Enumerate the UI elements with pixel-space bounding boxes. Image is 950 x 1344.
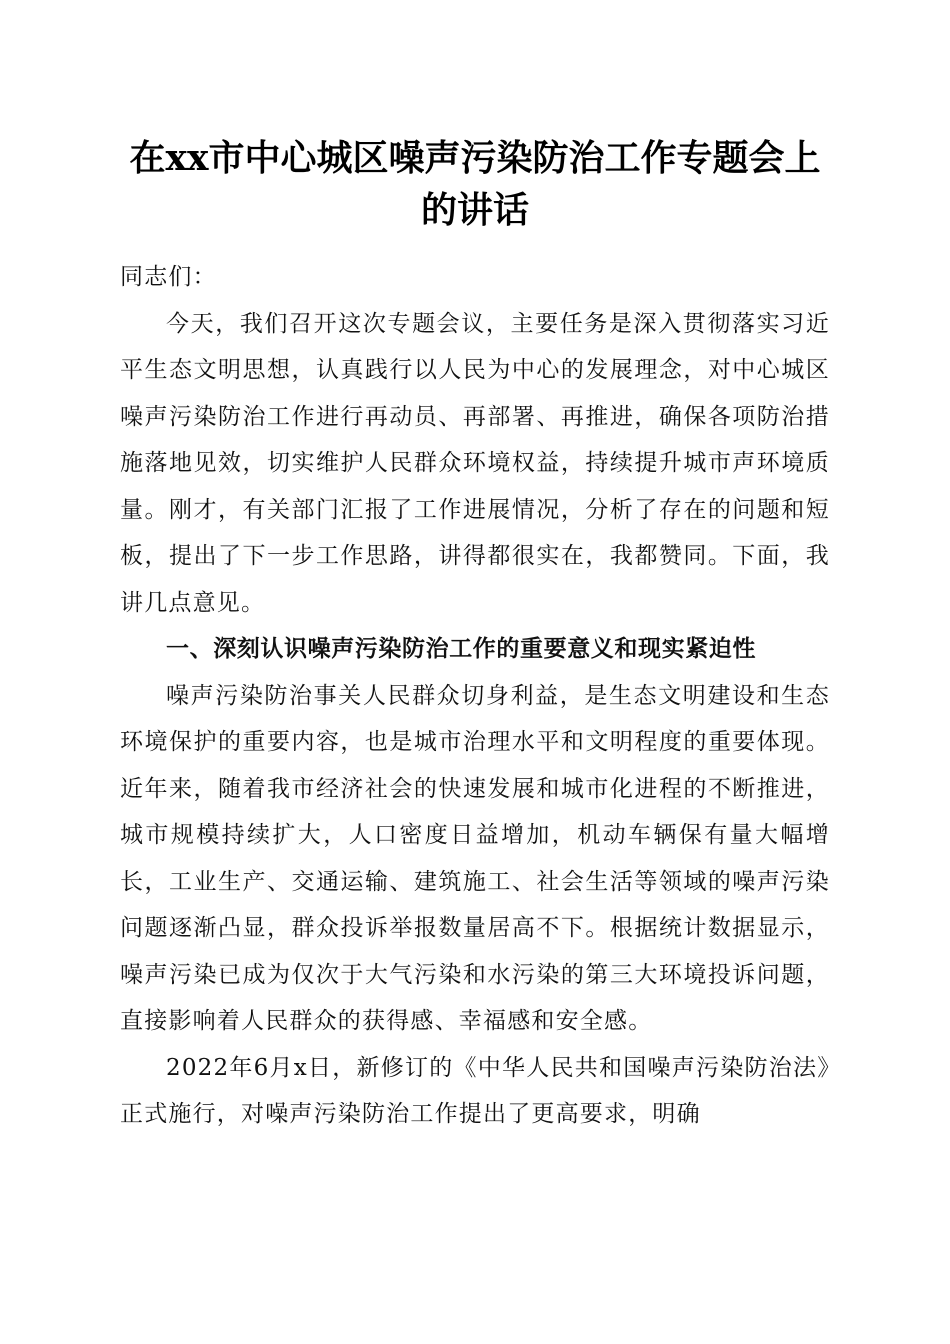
opening-paragraph: 今天，我们召开这次专题会议，主要任务是深入贯彻落实习近平生态文明思想，认真践行以人民为中心的发展理念，对中心城区噪声污染防治工作进行再动员、再部署、再推进，确保各项防治措施落地见效，切实维护人民群众环境权益，持续提升城市声环境质量。刚才，有关部门汇报了工作进展情况，分析了存在的问题和短板，提出了下一步工作思路，讲得都很实在，我都赞同。下面，我讲几点意见。 [120, 310, 830, 616]
section-paragraph: 噪声污染防治事关人民群众切身利益，是生态文明建设和生态环境保护的重要内容，也是城市治理水平和文明程度的重要体现。近年来，随着我市经济社会的快速发展和城市化进程的不断推进，城市规模持续扩大，人口密度日益增加，机动车辆保有量大幅增长，工业生产、交通运输、建筑施工、社会生活等领域的噪声污染问题逐渐凸显，群众投诉举报数量居高不下。根据统计数据显示，噪声污染已成为仅次于大气污染和水污染的第三大环境投诉问题，直接影响着人民群众的获得感、幸福感和安全感。 [120, 682, 830, 1034]
document-body [120, 254, 830, 1138]
salutation: 同志们： [120, 264, 217, 290]
section-heading: 一、深刻认识噪声污染防治工作的重要意义和现实紧迫性 [166, 636, 756, 662]
document-title: 在xx市中心城区噪声污染防治工作专题会上的讲话 [129, 137, 821, 231]
section-paragraph: 2022年6月x日，新修订的《中华人民共和国噪声污染防治法》正式施行，对噪声污染防治工作提出了更高要求，明确 [120, 1054, 830, 1127]
